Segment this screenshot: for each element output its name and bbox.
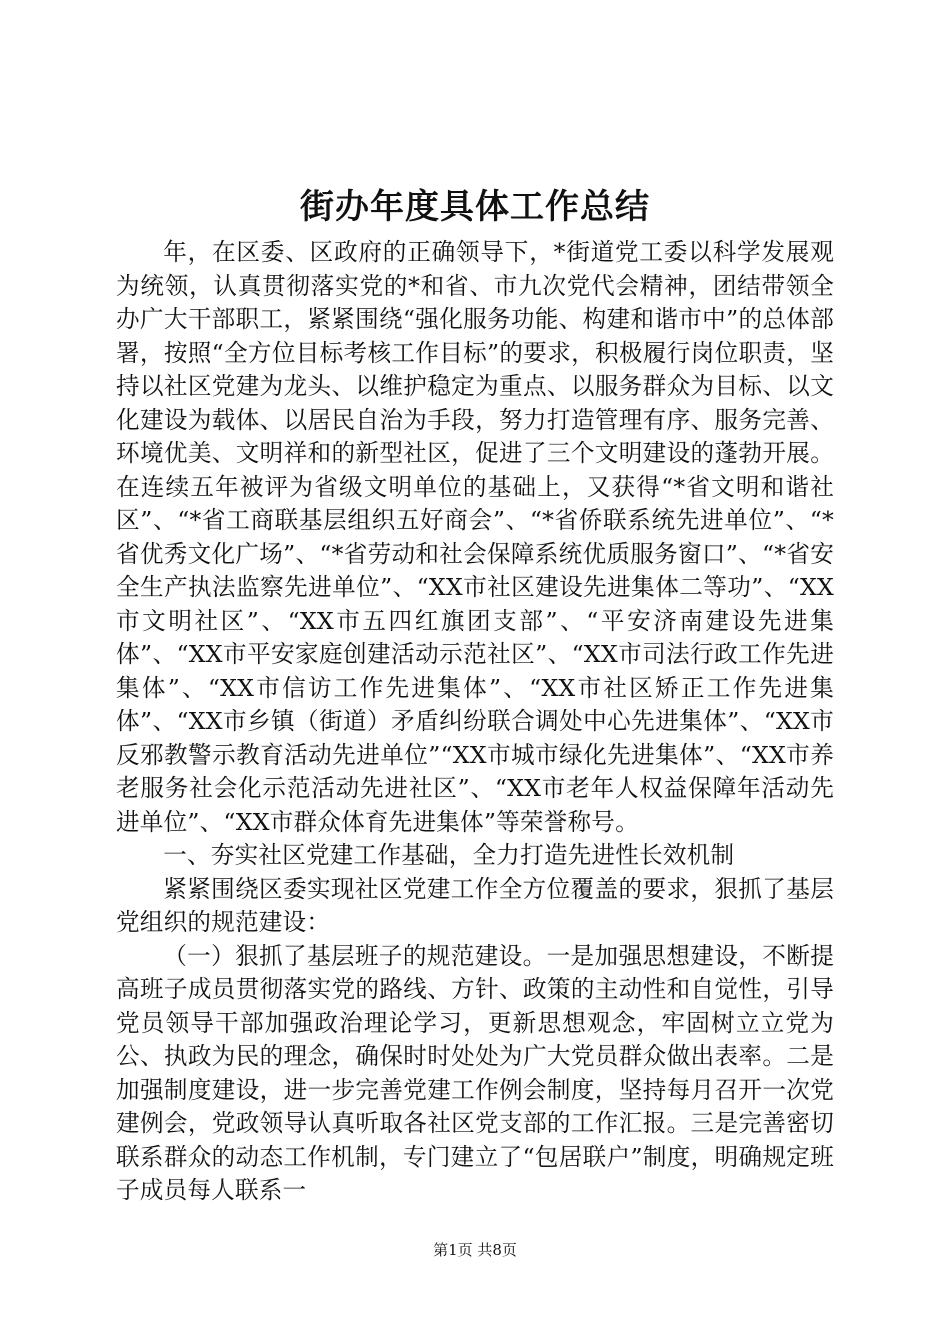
page-title: 街办年度具体工作总结 [300,187,650,227]
document-body [116,236,834,1208]
section-heading: 一、夯实社区党建工作基础，全力打造先进性长效机制 [163,841,735,869]
section-intro-paragraph: 紧紧围绕区委实现社区党建工作全方位覆盖的要求，狠抓了基层党组织的规范建设： [116,874,834,936]
page-number: 第1页 共8页 [433,1241,517,1259]
subsection-paragraph: （一）狠抓了基层班子的规范建设。一是加强思想建设，不断提高班子成员贯彻落实党的路线、方针、政策的主动性和自觉性，引导党员领导干部加强政治理论学习，更新思想观念，牢固树立立党为公、执政为民的理念，确保时时处处为广大党员群众做出表率。二是加强制度建设，进一步完善党建工作例会制度，坚持每月召开一次党建例会，党政领导认真听取各社区党支部的工作汇报。三是完善密切联系群众的动态工作机制，专门建立了“包居联户”制度，明确规定班子成员每人联系一 [116,941,834,1204]
intro-paragraph: 年，在区委、区政府的正确领导下，*街道党工委以科学发展观为统领，认真贯彻落实党的*和省、市九次党代会精神，团结带领全办广大干部职工，紧紧围绕“强化服务功能、构建和谐市中”的总体部署，按照“全方位目标考核工作目标”的要求，积极履行岗位职责，坚持以社区党建为龙头、以维护稳定为重点、以服务群众为目标、以文化建设为载体、以居民自治为手段，努力打造管理有序、服务完善、环境优美、文明祥和的新型社区，促进了三个文明建设的蓬勃开展。在连续五年被评为省级文明单位的基础上，又获得“*省文明和谐社区”、“*省工商联基层组织五好商会”、“*省侨联系统先进单位”、“*省优秀文化广场”、“*省劳动和社会保障系统优质服务窗口”、“*省安全生产执法监察先进单位”、“XX市社区建设先进集体二等功”、“XX市文明社区”、“XX市五四红旗团支部”、“平安济南建设先进集体”、“XX市平安家庭创建活动示范社区”、“XX市司法行政工作先进集体”、“XX市信访工作先进集体”、“XX市社区矫正工作先进集体”、“XX市乡镇（街道）矛盾纠纷联合调处中心先进集体”、“XX市反邪教警示教育活动先进单位”“XX市城市绿化先进集体”、“XX市养老服务社会化示范活动先进社区”、“XX市老年人权益保障年活动先进单位”、“XX市群众体育先进集体”等荣誉称号。 [116,238,834,836]
